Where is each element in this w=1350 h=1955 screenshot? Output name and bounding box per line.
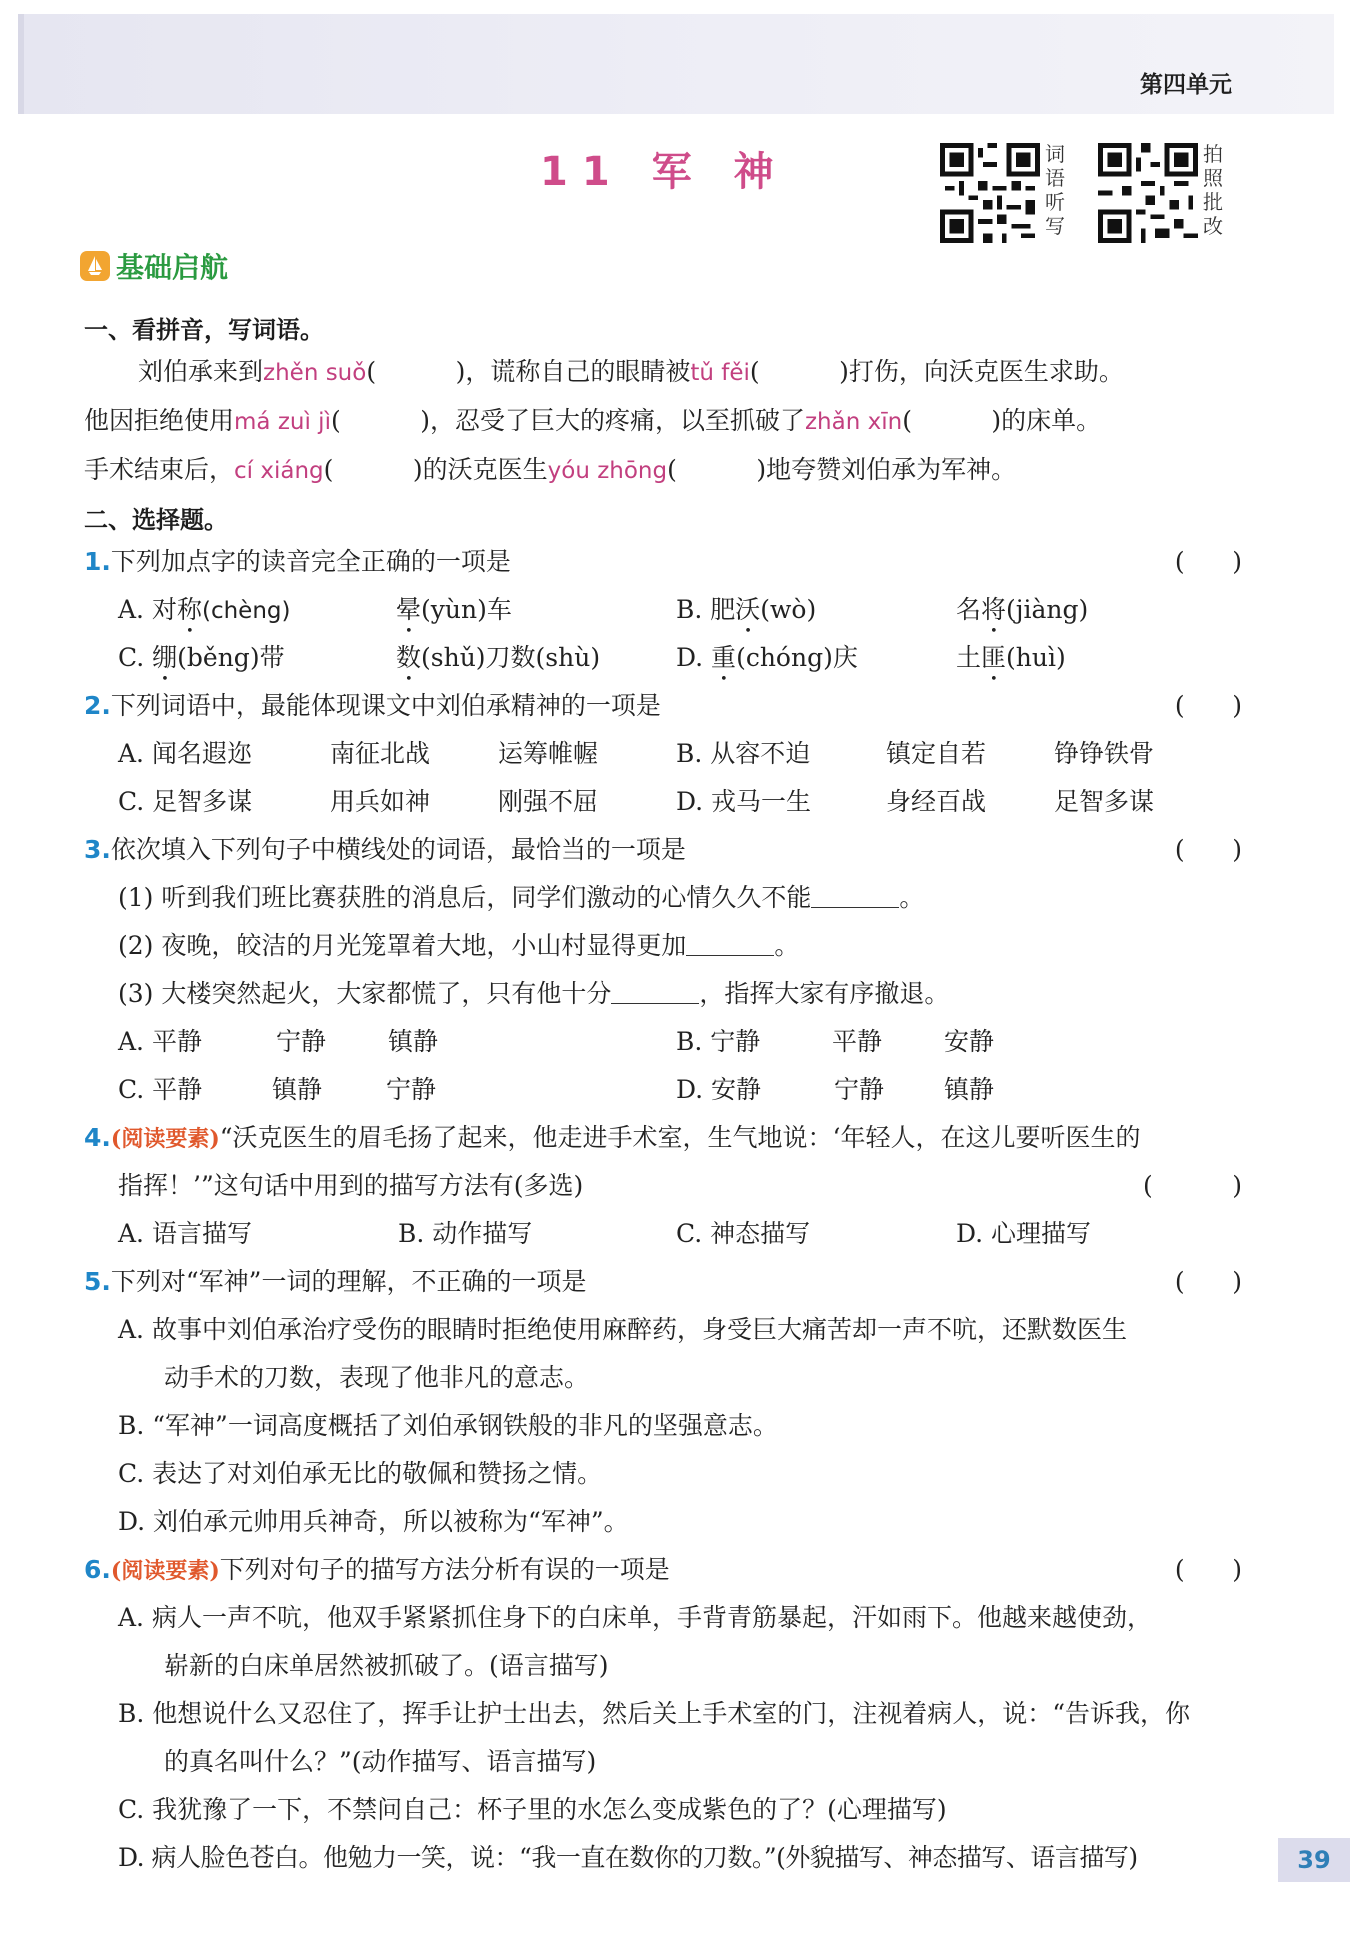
answer-paren[interactable]: ( ) <box>1174 547 1242 576</box>
option-3b-word: 安静 <box>944 1027 995 1056</box>
qr-caption-dictation: 词语听写 <box>1045 142 1065 238</box>
page-number: 39 <box>1278 1838 1350 1882</box>
option-3b[interactable]: B. 宁静 <box>676 1027 761 1056</box>
fill-line[interactable] <box>686 933 774 956</box>
question-number: 4. <box>84 1123 111 1152</box>
option-1b-2: 名将(jiàng) <box>956 595 1089 624</box>
question-number: 1. <box>84 547 111 576</box>
qr-code-grading[interactable] <box>1098 143 1198 243</box>
option-3c[interactable]: C. 平静 <box>118 1075 203 1104</box>
option-3a-word: 宁静 <box>276 1027 327 1056</box>
option-1a[interactable]: A. 对称(chèng) <box>118 595 291 624</box>
passage-line-2: 他因拒绝使用má zuì jì( )，忍受了巨大的疼痛，以至抓破了zhǎn xīn( )的床单。 <box>84 406 1102 435</box>
option-5c[interactable]: C. 表达了对刘伯承无比的敬佩和赞扬之情。 <box>118 1459 603 1488</box>
pinyin: zhǎn xīn <box>804 409 903 435</box>
question-3-stem: 3.依次填入下列句子中横线处的词语，最恰当的一项是 <box>84 835 686 864</box>
qr-code-dictation[interactable] <box>940 143 1040 243</box>
fill-line[interactable] <box>811 885 899 908</box>
pinyin: zhěn suǒ <box>263 360 367 386</box>
option-1d-2: 土匪(huì) <box>956 643 1066 672</box>
option-3b-word: 平静 <box>832 1027 883 1056</box>
option-1c-2: 数(shǔ)刀数(shù) <box>396 643 601 672</box>
question-4-stem-cont: 指挥！’”这句话中用到的描写方法有(多选) <box>118 1171 584 1200</box>
option-1a-2: 晕(yùn)车 <box>396 595 512 624</box>
option-6c[interactable]: C. 我犹豫了一下，不禁问自己：杯子里的水怎么变成紫色的了？(心理描写) <box>118 1795 947 1824</box>
answer-blank[interactable]: ( ) <box>749 357 849 386</box>
option-4b[interactable]: B. 动作描写 <box>398 1219 533 1248</box>
option-3d[interactable]: D. 安静 <box>676 1075 762 1104</box>
sentence-3-3: (3) 大楼突然起火，大家都慌了，只有他十分 ，指挥大家有序撤退。 <box>118 979 950 1008</box>
option-2c[interactable]: C. 足智多谋 <box>118 787 253 816</box>
option-2c-word: 用兵如神 <box>330 787 431 816</box>
answer-paren[interactable]: ( ) <box>1174 1555 1242 1584</box>
section-title: 基础启航 <box>116 251 229 284</box>
answer-paren[interactable]: ( ) <box>1143 1171 1242 1200</box>
answer-blank[interactable]: ( ) <box>366 357 466 386</box>
lesson-title: 11 军 神 <box>540 149 788 195</box>
passage-line-3: 手术结束后，cí xiáng( )的沃克医生yóu zhōng( )地夸赞刘伯承为军神。 <box>84 455 1017 484</box>
part1-heading: 一、看拼音，写词语。 <box>84 316 324 344</box>
question-number: 3. <box>84 835 111 864</box>
reading-element-tag: (阅读要素) <box>110 1126 220 1152</box>
option-2b[interactable]: B. 从容不迫 <box>676 739 811 768</box>
option-5b[interactable]: B. “军神”一词高度概括了刘伯承钢铁般的非凡的坚强意志。 <box>118 1411 778 1440</box>
part2-heading: 二、选择题。 <box>84 506 228 534</box>
option-2a-word: 运筹帷幄 <box>498 739 599 768</box>
question-2-stem: 2.下列词语中，最能体现课文中刘伯承精神的一项是 <box>84 691 661 720</box>
part1-passage <box>84 348 1244 495</box>
unit-label: 第四单元 <box>1140 72 1232 98</box>
reading-element-tag: (阅读要素) <box>110 1558 220 1584</box>
option-1b[interactable]: B. 肥沃(wò) <box>676 595 817 624</box>
option-3c-word: 宁静 <box>386 1075 437 1104</box>
answer-paren[interactable]: ( ) <box>1174 835 1242 864</box>
answer-blank[interactable]: ( ) <box>330 406 430 435</box>
option-4c[interactable]: C. 神态描写 <box>676 1219 811 1248</box>
option-6b[interactable]: B. 他想说什么又忍住了，挥手让护士出去，然后关上手术室的门，注视着病人，说：“告诉我，你 <box>118 1699 1191 1728</box>
answer-paren[interactable]: ( ) <box>1174 691 1242 720</box>
option-2a[interactable]: A. 闻名遐迩 <box>118 739 252 768</box>
qr-code-icon <box>940 143 1040 243</box>
option-3d-word: 镇静 <box>944 1075 995 1104</box>
question-6-stem: 6.(阅读要素)下列对句子的描写方法分析有误的一项是 <box>84 1555 670 1584</box>
question-number: 2. <box>84 691 111 720</box>
option-3a-word: 镇静 <box>388 1027 439 1056</box>
passage-line-1: 刘伯承来到zhěn suǒ( )，谎称自己的眼睛被tǔ fěi( )打伤，向沃克医生求助。 <box>138 357 1124 386</box>
option-6a[interactable]: A. 病人一声不吭，他双手紧紧抓住身下的白床单，手背青筋暴起，汗如雨下。他越来越使劲， <box>118 1603 1152 1632</box>
option-4d[interactable]: D. 心理描写 <box>956 1219 1092 1248</box>
question-number: 5. <box>84 1267 111 1296</box>
option-5a-cont: 动手术的刀数，表现了他非凡的意志。 <box>164 1363 590 1392</box>
option-2c-word: 刚强不屈 <box>498 787 599 816</box>
option-6a-cont: 崭新的白床单居然被抓破了。(语言描写) <box>164 1651 609 1680</box>
option-2d-word: 足智多谋 <box>1054 787 1155 816</box>
question-5-stem: 5.下列对“军神”一词的理解，不正确的一项是 <box>84 1267 587 1296</box>
option-3a[interactable]: A. 平静 <box>118 1027 202 1056</box>
sentence-3-2: (2) 夜晚，皎洁的月光笼罩着大地，小山村显得更加 。 <box>118 931 800 960</box>
option-2b-word: 镇定自若 <box>886 739 987 768</box>
answer-blank[interactable]: ( ) <box>902 406 1002 435</box>
option-6d[interactable]: D. 病人脸色苍白。他勉力一笑，说：“我一直在数你的刀数。”(外貌描写、神态描写、语言描写) <box>118 1843 1138 1872</box>
section-heading <box>80 246 228 286</box>
pinyin: má zuì jì <box>234 409 331 435</box>
option-1c[interactable]: C. 绷(běng)带 <box>118 643 285 672</box>
option-4a[interactable]: A. 语言描写 <box>118 1219 252 1248</box>
question-4-stem: 4.(阅读要素)“沃克医生的眉毛扬了起来，他走进手术室，生气地说：‘年轻人，在这儿要听医生的 <box>84 1123 1141 1152</box>
question-number: 6. <box>84 1555 111 1584</box>
option-3c-word: 镇静 <box>272 1075 323 1104</box>
sailboat-icon <box>80 251 110 281</box>
sentence-3-1: (1) 听到我们班比赛获胜的消息后，同学们激动的心情久久不能 。 <box>118 883 925 912</box>
pinyin: yóu zhōng <box>547 458 668 484</box>
option-2d[interactable]: D. 戎马一生 <box>676 787 812 816</box>
option-1d[interactable]: D. 重(chóng)庆 <box>676 643 858 672</box>
option-5a[interactable]: A. 故事中刘伯承治疗受伤的眼睛时拒绝使用麻醉药，身受巨大痛苦却一声不吭，还默数医生 <box>118 1315 1127 1344</box>
option-2b-word: 铮铮铁骨 <box>1054 739 1155 768</box>
option-5d[interactable]: D. 刘伯承元帅用兵神奇，所以被称为“军神”。 <box>118 1507 629 1536</box>
fill-line[interactable] <box>611 981 699 1004</box>
option-6b-cont: 的真名叫什么？”(动作描写、语言描写) <box>164 1747 597 1776</box>
answer-blank[interactable]: ( ) <box>323 455 423 484</box>
header-band <box>18 14 1334 114</box>
qr-caption-grading: 拍照批改 <box>1203 142 1223 238</box>
answer-blank[interactable]: ( ) <box>667 455 767 484</box>
option-2d-word: 身经百战 <box>886 787 987 816</box>
question-1-stem: 1.下列加点字的读音完全正确的一项是 <box>84 547 511 576</box>
answer-paren[interactable]: ( ) <box>1174 1267 1242 1296</box>
option-3d-word: 宁静 <box>834 1075 885 1104</box>
pinyin: tǔ fěi <box>690 360 750 386</box>
qr-code-icon <box>1098 143 1198 243</box>
option-2a-word: 南征北战 <box>330 739 431 768</box>
pinyin: cí xiáng <box>234 458 324 484</box>
